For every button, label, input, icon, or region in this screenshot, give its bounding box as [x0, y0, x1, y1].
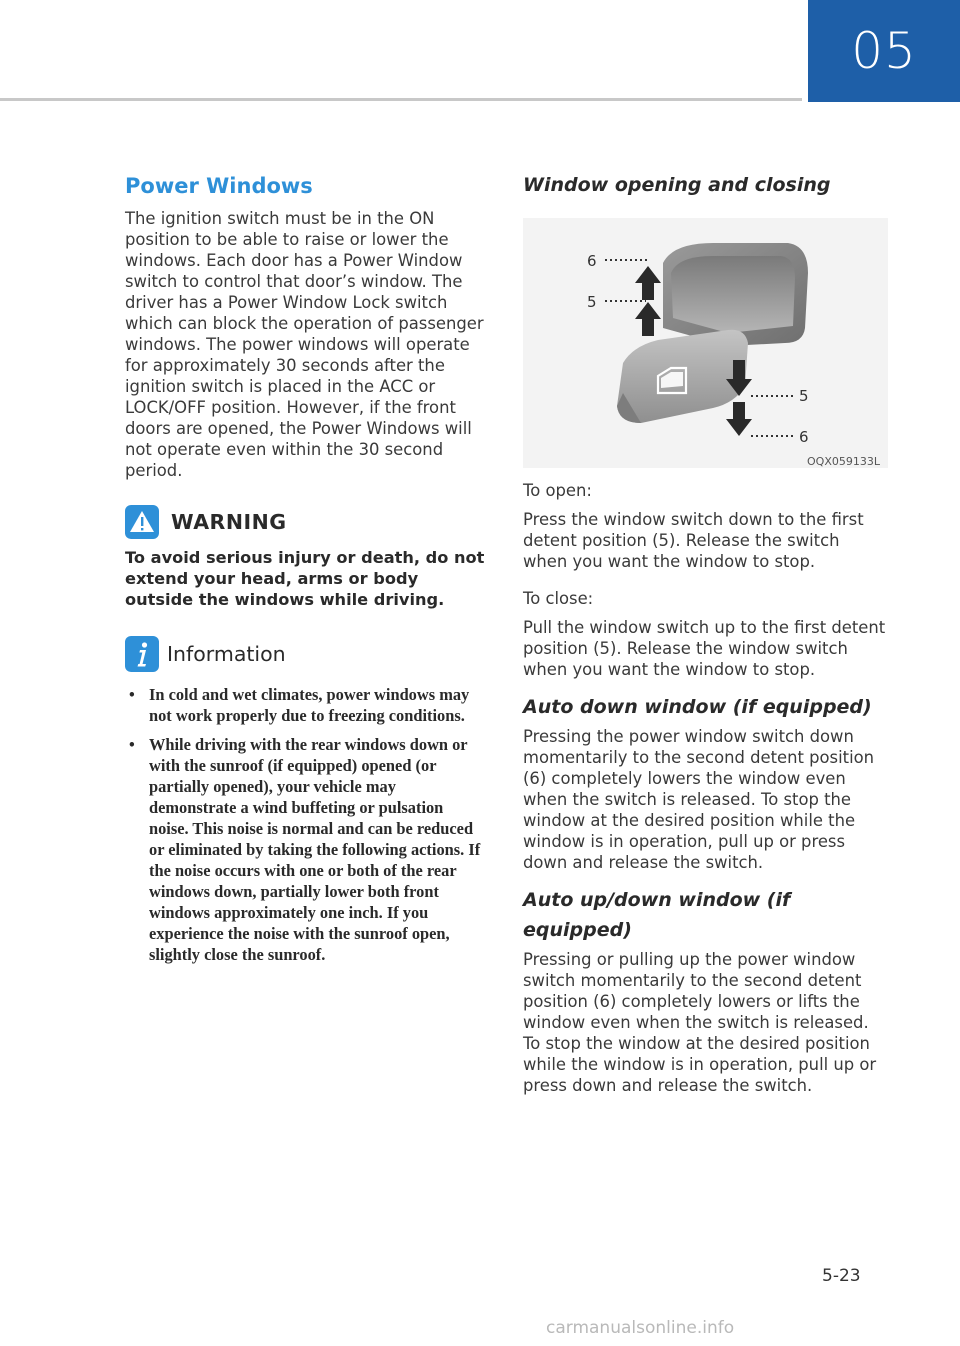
warning-title: WARNING: [171, 510, 287, 534]
figure-code: OQX059133L: [807, 455, 880, 468]
power-windows-intro: The ignition switch must be in the ON position to be able to raise or lower the windows. Each door has a Power Window switch to control that door’s window. The driver has a Power Window Lock switch which can block the operation of passenger windows. The power windows will operate for approximately 30 seconds after the ignition switch is placed in the ACC or LOCK/OFF position. However, if the front doors are opened, the Power Windows will not operate even within the 30 second period.: [125, 209, 484, 480]
label-down-first: 5: [799, 387, 809, 405]
section-title-window-opening: Window opening and closing: [523, 174, 831, 196]
close-text: Pull the window switch up to the first detent position (5). Release the window switch when you want the window to stop.: [523, 618, 886, 679]
list-item: • While driving with the rear windows down or with the sunroof (if equipped) opened (or partially opened), your vehicle may demonstrate a wind buffeting or pulsation noise. This noise is normal and can be reduced or eliminated by taking the following actions. If the noise occurs with one or both of the rear windows down, partially lower both front windows approximately one inch. If you experience the noise with the sunroof open, slightly close the sunroof.: [129, 735, 481, 964]
left-column: [125, 170, 485, 973]
right-column: [523, 170, 888, 1096]
up-arrows: [635, 266, 661, 336]
section-title-power-windows: Power Windows: [125, 174, 313, 198]
bullet: •: [129, 735, 135, 754]
label-down-second: 6: [799, 428, 809, 446]
information-icon: [125, 636, 159, 672]
information-list: [125, 684, 485, 965]
section-title-auto-down: Auto down window (if equipped): [523, 696, 872, 718]
window-switch-figure: [523, 218, 888, 468]
warning-icon: [125, 505, 159, 539]
list-item: • In cold and wet climates, power windows may not work properly due to freezing conditions.: [129, 685, 470, 725]
switch-recess: [671, 256, 795, 333]
page-number: 5-23: [822, 1266, 861, 1286]
header-rule: [0, 98, 802, 101]
information-header: [125, 636, 485, 672]
window-switch-illustration: [523, 218, 888, 468]
section-title-auto-updown: Auto up/down window (if equipped): [523, 889, 791, 941]
label-up-second: 6: [587, 252, 597, 270]
open-text: Press the window switch down to the first detent position (5). Release the switch when you want the window to stop.: [523, 510, 864, 571]
chapter-tab: [808, 0, 960, 102]
label-up-first: 5: [587, 293, 597, 311]
close-label: To close:: [523, 589, 594, 608]
information-title: Information: [167, 642, 286, 666]
auto-down-text: Pressing the power window switch down momentarily to the second detent position (6) completely lowers the window even when the switch is released. To stop the window at the desired position while the window is in operation, pull up or press down and release the switch.: [523, 727, 875, 872]
bullet: •: [129, 685, 135, 704]
open-label: To open:: [523, 481, 592, 500]
watermark: carmanualsonline.info: [546, 1318, 735, 1338]
warning-text: To avoid serious injury or death, do not extend your head, arms or body outside the windows while driving.: [125, 548, 485, 609]
auto-updown-text: Pressing or pulling up the power window switch momentarily to the second detent position (6) completely lowers or lifts the window even when the switch is released. To stop the window at the desired position while the window is in operation, pull up or press down and release the switch.: [523, 950, 877, 1095]
chapter-number: 05: [851, 22, 917, 80]
warning-header: [125, 505, 485, 539]
